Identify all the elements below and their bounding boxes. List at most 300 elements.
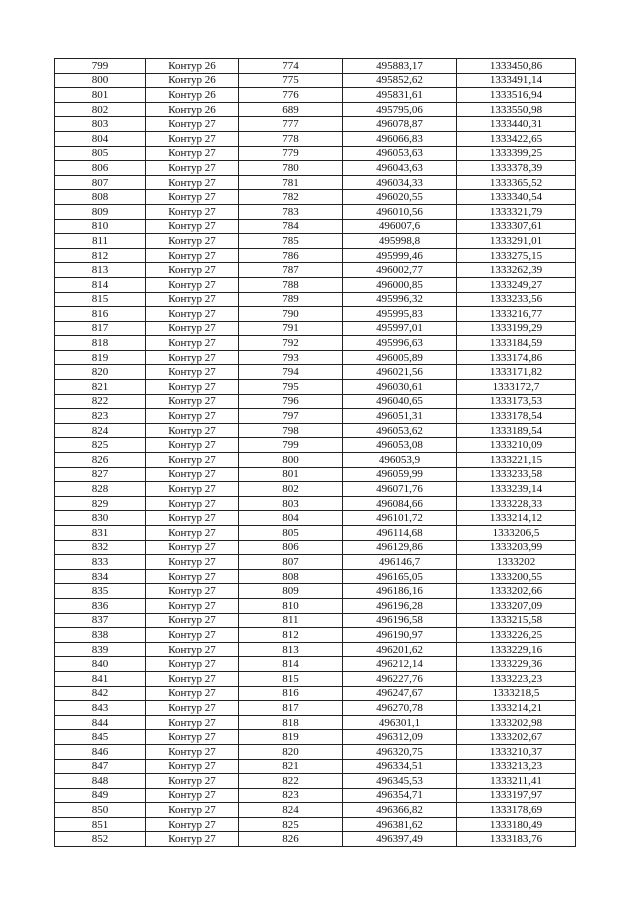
contour-cell: Контур 27 — [146, 234, 239, 249]
table-row — [55, 219, 576, 234]
x-coordinate-cell: 496354,71 — [343, 788, 457, 803]
table-row — [55, 423, 576, 438]
table-row — [55, 817, 576, 832]
y-coordinate-cell: 1333226,25 — [457, 628, 576, 643]
y-coordinate-cell: 1333173,53 — [457, 394, 576, 409]
row-number-cell: 840 — [55, 657, 146, 672]
contour-cell: Контур 27 — [146, 117, 239, 132]
point-number-cell: 780 — [239, 161, 343, 176]
row-number-cell: 805 — [55, 146, 146, 161]
y-coordinate-cell: 1333211,41 — [457, 774, 576, 789]
contour-cell: Контур 27 — [146, 307, 239, 322]
point-number-cell: 784 — [239, 219, 343, 234]
table-row — [55, 526, 576, 541]
table-row — [55, 701, 576, 716]
table-row — [55, 774, 576, 789]
x-coordinate-cell: 496247,67 — [343, 686, 457, 701]
contour-cell: Контур 27 — [146, 438, 239, 453]
x-coordinate-cell: 495831,61 — [343, 88, 457, 103]
point-number-cell: 814 — [239, 657, 343, 672]
point-number-cell: 783 — [239, 204, 343, 219]
point-number-cell: 794 — [239, 365, 343, 380]
x-coordinate-cell: 496366,82 — [343, 803, 457, 818]
point-number-cell: 779 — [239, 146, 343, 161]
point-number-cell: 775 — [239, 73, 343, 88]
row-number-cell: 846 — [55, 744, 146, 759]
row-number-cell: 849 — [55, 788, 146, 803]
row-number-cell: 824 — [55, 423, 146, 438]
point-number-cell: 817 — [239, 701, 343, 716]
table-row — [55, 365, 576, 380]
table-row — [55, 336, 576, 351]
row-number-cell: 852 — [55, 832, 146, 847]
row-number-cell: 841 — [55, 671, 146, 686]
contour-cell: Контур 27 — [146, 277, 239, 292]
y-coordinate-cell: 1333184,59 — [457, 336, 576, 351]
contour-cell: Контур 26 — [146, 88, 239, 103]
row-number-cell: 830 — [55, 511, 146, 526]
point-number-cell: 801 — [239, 467, 343, 482]
table-row — [55, 146, 576, 161]
x-coordinate-cell: 496101,72 — [343, 511, 457, 526]
y-coordinate-cell: 1333233,56 — [457, 292, 576, 307]
table-row — [55, 190, 576, 205]
table-row — [55, 117, 576, 132]
y-coordinate-cell: 1333223,23 — [457, 671, 576, 686]
x-coordinate-cell: 496084,66 — [343, 496, 457, 511]
contour-cell: Контур 27 — [146, 584, 239, 599]
point-number-cell: 689 — [239, 102, 343, 117]
row-number-cell: 811 — [55, 234, 146, 249]
table-row — [55, 307, 576, 322]
y-coordinate-cell: 1333229,16 — [457, 642, 576, 657]
point-number-cell: 808 — [239, 569, 343, 584]
table-row — [55, 409, 576, 424]
contour-cell: Контур 27 — [146, 423, 239, 438]
y-coordinate-cell: 1333249,27 — [457, 277, 576, 292]
point-number-cell: 823 — [239, 788, 343, 803]
table-row — [55, 657, 576, 672]
row-number-cell: 813 — [55, 263, 146, 278]
row-number-cell: 812 — [55, 248, 146, 263]
y-coordinate-cell: 1333172,7 — [457, 380, 576, 395]
table-row — [55, 730, 576, 745]
x-coordinate-cell: 496129,86 — [343, 540, 457, 555]
y-coordinate-cell: 1333213,23 — [457, 759, 576, 774]
x-coordinate-cell: 496066,83 — [343, 131, 457, 146]
contour-cell: Контур 27 — [146, 482, 239, 497]
row-number-cell: 802 — [55, 102, 146, 117]
row-number-cell: 814 — [55, 277, 146, 292]
y-coordinate-cell: 1333216,77 — [457, 307, 576, 322]
point-number-cell: 813 — [239, 642, 343, 657]
table-row — [55, 803, 576, 818]
contour-cell: Контур 27 — [146, 204, 239, 219]
table-row — [55, 453, 576, 468]
x-coordinate-cell: 496053,08 — [343, 438, 457, 453]
y-coordinate-cell: 1333210,37 — [457, 744, 576, 759]
row-number-cell: 831 — [55, 526, 146, 541]
table-row — [55, 277, 576, 292]
table-row — [55, 555, 576, 570]
row-number-cell: 815 — [55, 292, 146, 307]
table-row — [55, 102, 576, 117]
x-coordinate-cell: 496053,9 — [343, 453, 457, 468]
x-coordinate-cell: 496270,78 — [343, 701, 457, 716]
x-coordinate-cell: 495996,32 — [343, 292, 457, 307]
x-coordinate-cell: 496186,16 — [343, 584, 457, 599]
y-coordinate-cell: 1333450,86 — [457, 59, 576, 74]
y-coordinate-cell: 1333221,15 — [457, 453, 576, 468]
contour-cell: Контур 27 — [146, 467, 239, 482]
y-coordinate-cell: 1333199,29 — [457, 321, 576, 336]
x-coordinate-cell: 495883,17 — [343, 59, 457, 74]
x-coordinate-cell: 496334,51 — [343, 759, 457, 774]
x-coordinate-cell: 495998,8 — [343, 234, 457, 249]
x-coordinate-cell: 496005,89 — [343, 350, 457, 365]
point-number-cell: 815 — [239, 671, 343, 686]
y-coordinate-cell: 1333291,01 — [457, 234, 576, 249]
contour-cell: Контур 27 — [146, 642, 239, 657]
y-coordinate-cell: 1333340,54 — [457, 190, 576, 205]
x-coordinate-cell: 496196,28 — [343, 598, 457, 613]
y-coordinate-cell: 1333516,94 — [457, 88, 576, 103]
table-row — [55, 161, 576, 176]
y-coordinate-cell: 1333239,14 — [457, 482, 576, 497]
table-row — [55, 248, 576, 263]
contour-cell: Контур 27 — [146, 219, 239, 234]
y-coordinate-cell: 1333218,5 — [457, 686, 576, 701]
point-number-cell: 782 — [239, 190, 343, 205]
row-number-cell: 818 — [55, 336, 146, 351]
x-coordinate-cell: 495999,46 — [343, 248, 457, 263]
table-row — [55, 686, 576, 701]
x-coordinate-cell: 495997,01 — [343, 321, 457, 336]
row-number-cell: 838 — [55, 628, 146, 643]
y-coordinate-cell: 1333491,14 — [457, 73, 576, 88]
y-coordinate-cell: 1333214,21 — [457, 701, 576, 716]
y-coordinate-cell: 1333262,39 — [457, 263, 576, 278]
x-coordinate-cell: 496071,76 — [343, 482, 457, 497]
y-coordinate-cell: 1333275,15 — [457, 248, 576, 263]
contour-cell: Контур 27 — [146, 190, 239, 205]
table-row — [55, 59, 576, 74]
y-coordinate-cell: 1333228,33 — [457, 496, 576, 511]
x-coordinate-cell: 495996,63 — [343, 336, 457, 351]
table-row — [55, 598, 576, 613]
row-number-cell: 850 — [55, 803, 146, 818]
row-number-cell: 826 — [55, 453, 146, 468]
y-coordinate-cell: 1333202,66 — [457, 584, 576, 599]
point-number-cell: 818 — [239, 715, 343, 730]
point-number-cell: 788 — [239, 277, 343, 292]
y-coordinate-cell: 1333202,98 — [457, 715, 576, 730]
x-coordinate-cell: 496227,76 — [343, 671, 457, 686]
point-number-cell: 802 — [239, 482, 343, 497]
x-coordinate-cell: 496053,62 — [343, 423, 457, 438]
x-coordinate-cell: 496007,6 — [343, 219, 457, 234]
x-coordinate-cell: 496345,53 — [343, 774, 457, 789]
row-number-cell: 810 — [55, 219, 146, 234]
contour-cell: Контур 27 — [146, 555, 239, 570]
point-number-cell: 797 — [239, 409, 343, 424]
contour-cell: Контур 27 — [146, 803, 239, 818]
row-number-cell: 839 — [55, 642, 146, 657]
row-number-cell: 809 — [55, 204, 146, 219]
y-coordinate-cell: 1333183,76 — [457, 832, 576, 847]
x-coordinate-cell: 496381,62 — [343, 817, 457, 832]
contour-cell: Контур 26 — [146, 73, 239, 88]
point-number-cell: 804 — [239, 511, 343, 526]
row-number-cell: 827 — [55, 467, 146, 482]
contour-cell: Контур 27 — [146, 131, 239, 146]
table-row — [55, 350, 576, 365]
point-number-cell: 819 — [239, 730, 343, 745]
x-coordinate-cell: 496078,87 — [343, 117, 457, 132]
y-coordinate-cell: 1333214,12 — [457, 511, 576, 526]
x-coordinate-cell: 496002,77 — [343, 263, 457, 278]
contour-cell: Контур 27 — [146, 774, 239, 789]
point-number-cell: 803 — [239, 496, 343, 511]
contour-cell: Контур 27 — [146, 613, 239, 628]
x-coordinate-cell: 496051,31 — [343, 409, 457, 424]
contour-cell: Контур 26 — [146, 59, 239, 74]
y-coordinate-cell: 1333206,5 — [457, 526, 576, 541]
point-number-cell: 821 — [239, 759, 343, 774]
y-coordinate-cell: 1333307,61 — [457, 219, 576, 234]
contour-cell: Контур 27 — [146, 146, 239, 161]
x-coordinate-cell: 495795,06 — [343, 102, 457, 117]
y-coordinate-cell: 1333399,25 — [457, 146, 576, 161]
row-number-cell: 808 — [55, 190, 146, 205]
row-number-cell: 799 — [55, 59, 146, 74]
y-coordinate-cell: 1333321,79 — [457, 204, 576, 219]
table-row — [55, 234, 576, 249]
table-row — [55, 642, 576, 657]
y-coordinate-cell: 1333178,54 — [457, 409, 576, 424]
table-row — [55, 88, 576, 103]
contour-cell: Контур 26 — [146, 102, 239, 117]
table-row — [55, 131, 576, 146]
y-coordinate-cell: 1333210,09 — [457, 438, 576, 453]
x-coordinate-cell: 496201,62 — [343, 642, 457, 657]
point-number-cell: 781 — [239, 175, 343, 190]
document-page — [54, 58, 576, 847]
x-coordinate-cell: 496000,85 — [343, 277, 457, 292]
row-number-cell: 834 — [55, 569, 146, 584]
contour-cell: Контур 27 — [146, 657, 239, 672]
row-number-cell: 807 — [55, 175, 146, 190]
point-number-cell: 812 — [239, 628, 343, 643]
row-number-cell: 819 — [55, 350, 146, 365]
contour-cell: Контур 27 — [146, 671, 239, 686]
table-row — [55, 788, 576, 803]
y-coordinate-cell: 1333440,31 — [457, 117, 576, 132]
table-row — [55, 380, 576, 395]
point-number-cell: 825 — [239, 817, 343, 832]
contour-cell: Контур 27 — [146, 715, 239, 730]
contour-cell: Контур 27 — [146, 336, 239, 351]
point-number-cell: 787 — [239, 263, 343, 278]
x-coordinate-cell: 495995,83 — [343, 307, 457, 322]
row-number-cell: 817 — [55, 321, 146, 336]
row-number-cell: 801 — [55, 88, 146, 103]
row-number-cell: 804 — [55, 131, 146, 146]
y-coordinate-cell: 1333202,67 — [457, 730, 576, 745]
contour-cell: Контур 27 — [146, 453, 239, 468]
table-row — [55, 613, 576, 628]
point-number-cell: 806 — [239, 540, 343, 555]
row-number-cell: 825 — [55, 438, 146, 453]
row-number-cell: 821 — [55, 380, 146, 395]
x-coordinate-cell: 496190,97 — [343, 628, 457, 643]
x-coordinate-cell: 496010,56 — [343, 204, 457, 219]
point-number-cell: 798 — [239, 423, 343, 438]
row-number-cell: 844 — [55, 715, 146, 730]
table-row — [55, 715, 576, 730]
contour-cell: Контур 27 — [146, 598, 239, 613]
x-coordinate-cell: 496020,55 — [343, 190, 457, 205]
row-number-cell: 832 — [55, 540, 146, 555]
point-number-cell: 799 — [239, 438, 343, 453]
point-number-cell: 774 — [239, 59, 343, 74]
contour-cell: Контур 27 — [146, 759, 239, 774]
y-coordinate-cell: 1333180,49 — [457, 817, 576, 832]
row-number-cell: 837 — [55, 613, 146, 628]
x-coordinate-cell: 496301,1 — [343, 715, 457, 730]
x-coordinate-cell: 496320,75 — [343, 744, 457, 759]
y-coordinate-cell: 1333178,69 — [457, 803, 576, 818]
table-row — [55, 496, 576, 511]
contour-cell: Контур 27 — [146, 511, 239, 526]
contour-cell: Контур 27 — [146, 248, 239, 263]
point-number-cell: 816 — [239, 686, 343, 701]
table-row — [55, 569, 576, 584]
contour-cell: Контур 27 — [146, 350, 239, 365]
x-coordinate-cell: 496043,63 — [343, 161, 457, 176]
x-coordinate-cell: 495852,62 — [343, 73, 457, 88]
table-row — [55, 671, 576, 686]
y-coordinate-cell: 1333233,58 — [457, 467, 576, 482]
y-coordinate-cell: 1333174,86 — [457, 350, 576, 365]
point-number-cell: 791 — [239, 321, 343, 336]
row-number-cell: 828 — [55, 482, 146, 497]
table-row — [55, 175, 576, 190]
point-number-cell: 810 — [239, 598, 343, 613]
y-coordinate-cell: 1333550,98 — [457, 102, 576, 117]
table-row — [55, 482, 576, 497]
row-number-cell: 823 — [55, 409, 146, 424]
point-number-cell: 822 — [239, 774, 343, 789]
table-row — [55, 263, 576, 278]
point-number-cell: 792 — [239, 336, 343, 351]
y-coordinate-cell: 1333207,09 — [457, 598, 576, 613]
coordinates-table — [54, 58, 576, 847]
contour-cell: Контур 27 — [146, 380, 239, 395]
table-row — [55, 832, 576, 847]
x-coordinate-cell: 496059,99 — [343, 467, 457, 482]
table-row — [55, 204, 576, 219]
row-number-cell: 847 — [55, 759, 146, 774]
point-number-cell: 811 — [239, 613, 343, 628]
point-number-cell: 795 — [239, 380, 343, 395]
contour-cell: Контур 27 — [146, 394, 239, 409]
x-coordinate-cell: 496397,49 — [343, 832, 457, 847]
y-coordinate-cell: 1333171,82 — [457, 365, 576, 380]
table-row — [55, 584, 576, 599]
x-coordinate-cell: 496021,56 — [343, 365, 457, 380]
coordinates-table-body — [55, 59, 576, 847]
contour-cell: Контур 27 — [146, 569, 239, 584]
x-coordinate-cell: 496196,58 — [343, 613, 457, 628]
contour-cell: Контур 27 — [146, 832, 239, 847]
row-number-cell: 803 — [55, 117, 146, 132]
row-number-cell: 829 — [55, 496, 146, 511]
table-row — [55, 292, 576, 307]
row-number-cell: 822 — [55, 394, 146, 409]
row-number-cell: 833 — [55, 555, 146, 570]
contour-cell: Контур 27 — [146, 540, 239, 555]
contour-cell: Контур 27 — [146, 744, 239, 759]
contour-cell: Контур 27 — [146, 409, 239, 424]
point-number-cell: 796 — [239, 394, 343, 409]
table-row — [55, 540, 576, 555]
x-coordinate-cell: 496212,14 — [343, 657, 457, 672]
contour-cell: Контур 27 — [146, 292, 239, 307]
table-row — [55, 628, 576, 643]
x-coordinate-cell: 496114,68 — [343, 526, 457, 541]
contour-cell: Контур 27 — [146, 526, 239, 541]
y-coordinate-cell: 1333200,55 — [457, 569, 576, 584]
table-row — [55, 73, 576, 88]
row-number-cell: 806 — [55, 161, 146, 176]
point-number-cell: 789 — [239, 292, 343, 307]
contour-cell: Контур 27 — [146, 730, 239, 745]
x-coordinate-cell: 496034,33 — [343, 175, 457, 190]
point-number-cell: 820 — [239, 744, 343, 759]
contour-cell: Контур 27 — [146, 321, 239, 336]
point-number-cell: 790 — [239, 307, 343, 322]
x-coordinate-cell: 496165,05 — [343, 569, 457, 584]
point-number-cell: 776 — [239, 88, 343, 103]
point-number-cell: 807 — [239, 555, 343, 570]
point-number-cell: 786 — [239, 248, 343, 263]
y-coordinate-cell: 1333229,36 — [457, 657, 576, 672]
point-number-cell: 809 — [239, 584, 343, 599]
point-number-cell: 777 — [239, 117, 343, 132]
row-number-cell: 836 — [55, 598, 146, 613]
row-number-cell: 816 — [55, 307, 146, 322]
y-coordinate-cell: 1333365,52 — [457, 175, 576, 190]
contour-cell: Контур 27 — [146, 628, 239, 643]
y-coordinate-cell: 1333422,65 — [457, 131, 576, 146]
table-row — [55, 467, 576, 482]
row-number-cell: 848 — [55, 774, 146, 789]
table-row — [55, 744, 576, 759]
contour-cell: Контур 27 — [146, 175, 239, 190]
contour-cell: Контур 27 — [146, 365, 239, 380]
contour-cell: Контур 27 — [146, 788, 239, 803]
x-coordinate-cell: 496040,65 — [343, 394, 457, 409]
row-number-cell: 835 — [55, 584, 146, 599]
x-coordinate-cell: 496053,63 — [343, 146, 457, 161]
x-coordinate-cell: 496030,61 — [343, 380, 457, 395]
table-row — [55, 438, 576, 453]
row-number-cell: 845 — [55, 730, 146, 745]
contour-cell: Контур 27 — [146, 686, 239, 701]
x-coordinate-cell: 496146,7 — [343, 555, 457, 570]
contour-cell: Контур 27 — [146, 496, 239, 511]
